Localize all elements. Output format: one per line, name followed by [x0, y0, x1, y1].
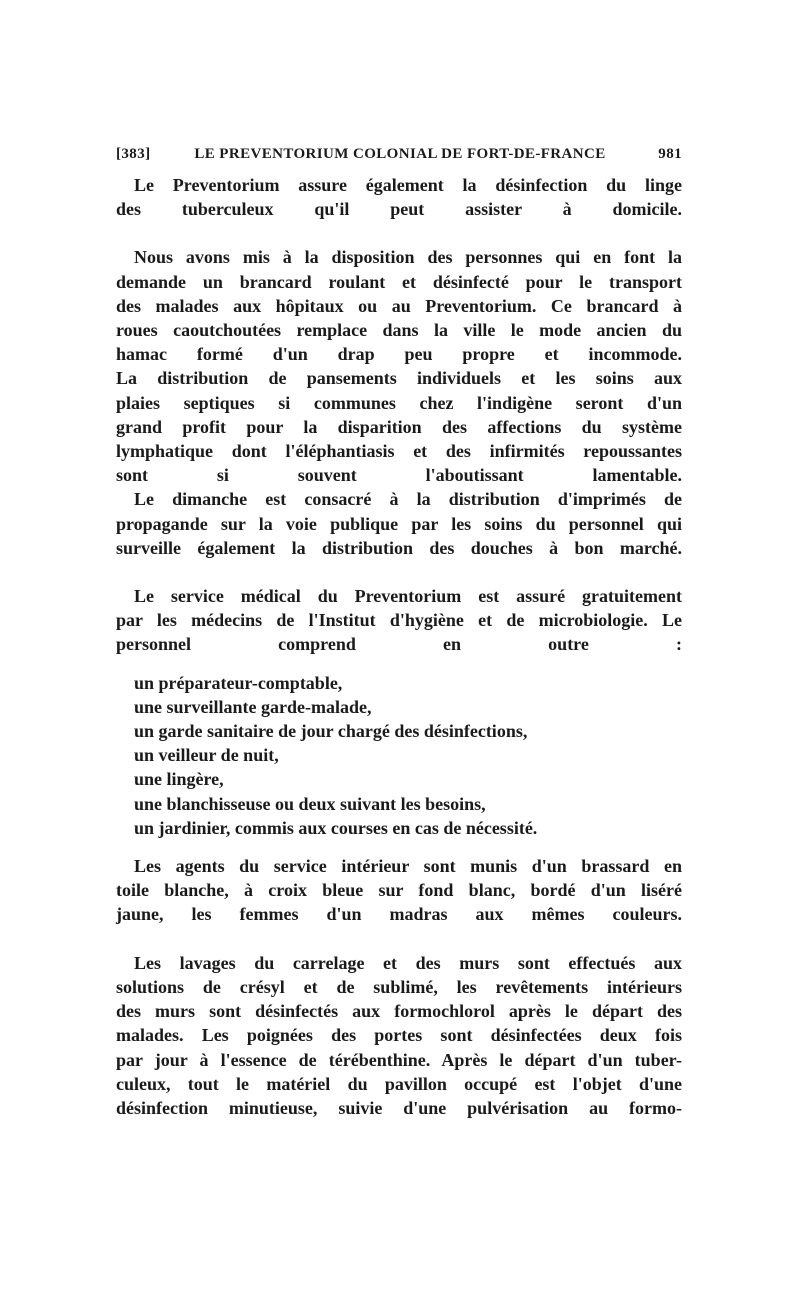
staff-list	[116, 671, 682, 840]
paragraph-stretcher	[116, 245, 682, 366]
list-item: une lingère,	[134, 769, 224, 790]
text-line: grand profit pour la disparition des affections du système	[116, 416, 682, 437]
paragraph-dressings	[116, 366, 682, 487]
text-line: Le dimanche est consacré à la distribution d'imprimés de	[134, 489, 682, 510]
text-line: toile blanche, à croix bleue sur fond blanc, bordé d'un liséré	[116, 880, 682, 901]
paragraph-armbands	[116, 854, 682, 927]
text-line: des murs sont désinfectés aux formochlorol après le départ des	[116, 1001, 682, 1022]
text-line: surveille également la distribution des douches à bon marché.	[116, 537, 682, 558]
running-header	[116, 146, 682, 163]
text-line: jaune, les femmes d'un madras aux mêmes couleurs.	[116, 904, 682, 925]
text-line: des tuberculeux qu'il peut assister à domicile.	[116, 199, 682, 220]
text-line: personnel comprend en outre :	[116, 634, 682, 655]
text-line: désinfection minutieuse, suivie d'une pulvérisation au formo-	[116, 1097, 682, 1118]
page-reference: [383]	[116, 146, 151, 162]
text-line: demande un brancard roulant et désinfecté pour le transport	[116, 271, 682, 292]
text-line: Le service médical du Preventorium est assuré gratuitement	[134, 586, 682, 607]
paragraph-medical-service	[116, 584, 682, 657]
paragraph-linen-disinfection	[116, 173, 682, 221]
text-line: des malades aux hôpitaux ou au Preventorium. Ce brancard à	[116, 295, 682, 316]
list-item: un jardinier, commis aux courses en cas de nécessité.	[134, 817, 538, 838]
paragraph-cleaning	[116, 951, 682, 1120]
list-item: un veilleur de nuit,	[134, 745, 279, 766]
text-line: Le Preventorium assure également la désinfection du linge	[134, 175, 682, 195]
text-line: malades. Les poignées des portes sont désinfectées deux fois	[116, 1025, 682, 1046]
text-line: culeux, tout le matériel du pavillon occupé est l'objet d'une	[116, 1073, 682, 1094]
text-line: plaies septiques si communes chez l'indigène seront d'un	[116, 392, 682, 413]
text-line: roues caoutchoutées remplace dans la ville le mode ancien du	[116, 320, 682, 341]
page-number: 981	[658, 146, 682, 162]
list-item: une blanchisseuse ou deux suivant les besoins,	[134, 793, 486, 814]
text-line: Les lavages du carrelage et des murs sont effectués aux	[134, 952, 682, 973]
text-line: par jour à l'essence de térébenthine. Après le départ d'un tuber-	[116, 1049, 682, 1070]
text-line: La distribution de pansements individuels et les soins aux	[116, 368, 682, 389]
text-line: sont si souvent l'aboutissant lamentable.	[116, 465, 682, 486]
text-line: par les médecins de l'Institut d'hygiène et de microbiologie. Le	[116, 610, 682, 631]
text-line: hamac formé d'un drap peu propre et incommode.	[116, 344, 682, 365]
text-line: Nous avons mis à la disposition des personnes qui en font la	[134, 247, 682, 268]
text-line: lymphatique dont l'éléphantiasis et des infirmités repoussantes	[116, 441, 682, 462]
book-page	[116, 146, 682, 1120]
running-title: LE PREVENTORIUM COLONIAL DE FORT-DE-FRANCE	[194, 146, 606, 162]
paragraph-sunday	[116, 487, 682, 560]
list-item: une surveillante garde-malade,	[134, 696, 372, 717]
text-line: Les agents du service intérieur sont munis d'un brassard en	[134, 856, 682, 877]
text-line: solutions de crésyl et de sublimé, les revêtements intérieurs	[116, 976, 682, 997]
list-item: un garde sanitaire de jour chargé des désinfections,	[134, 721, 528, 742]
list-item: un préparateur-comptable,	[134, 672, 343, 693]
text-line: propagande sur la voie publique par les soins du personnel qui	[116, 513, 682, 534]
